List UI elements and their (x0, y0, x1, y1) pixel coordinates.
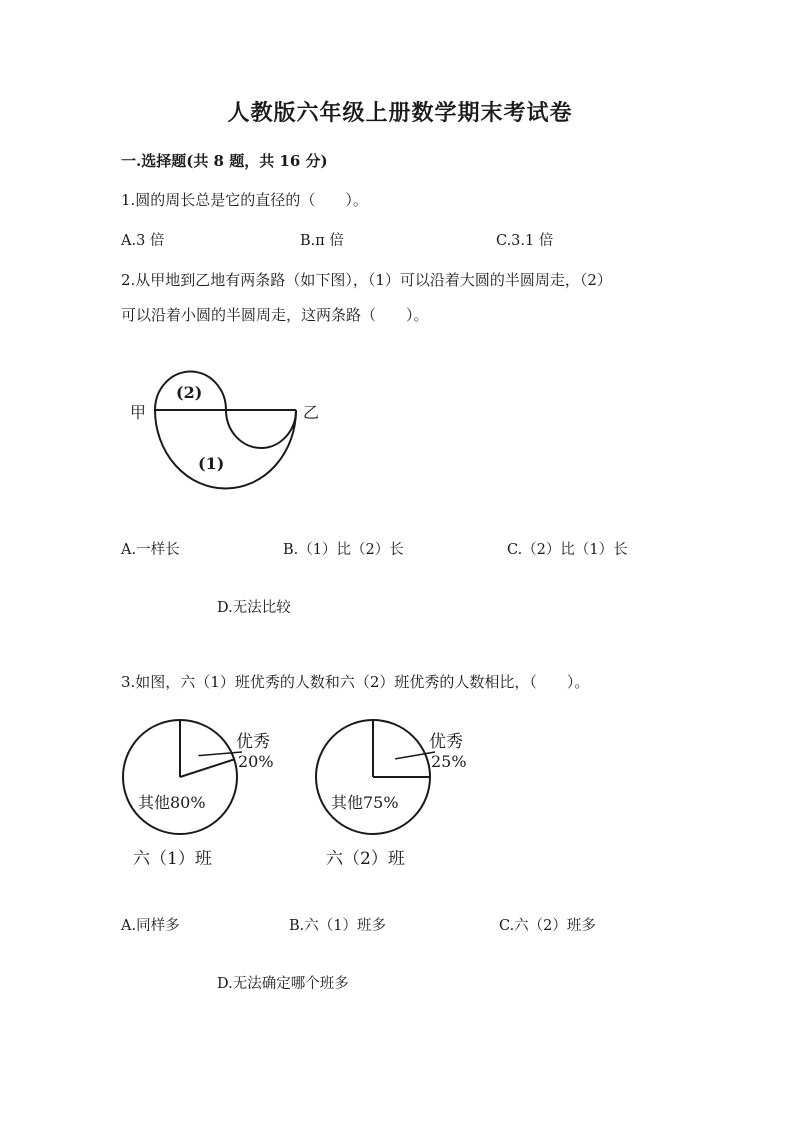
pie-2-slice-value-优秀: 25% (431, 752, 467, 771)
question-2-option-b[interactable]: B.（1）比（2）长 (283, 542, 404, 558)
section-heading: 一.选择题(共 8 题，共 16 分) (121, 152, 328, 170)
question-2-text-line2: 可以沿着小圆的半圆周走，这两条路（ ）。 (121, 306, 429, 324)
pie-2-leader-line (395, 752, 435, 759)
question-2-option-d[interactable]: D.无法比较 (217, 600, 291, 616)
route-1-label: (1) (198, 454, 225, 473)
question-1-text: 1.圆的周长总是它的直径的（ ）。 (121, 191, 368, 209)
pie-1-slice-label-其他: 其他80% (138, 793, 206, 812)
question-1-option-b[interactable]: B.π 倍 (300, 233, 344, 249)
route-2-label: (2) (176, 383, 203, 402)
question-2-text-line1: 2.从甲地到乙地有两条路（如下图），（1）可以沿着大圆的半圆周走，（2） (121, 271, 612, 289)
pie-2-slice-name-优秀: 优秀 (429, 732, 463, 752)
question-3-option-c[interactable]: C.六（2）班多 (499, 918, 596, 934)
question-3-option-a[interactable]: A.同样多 (121, 918, 180, 934)
start-label-jia: 甲 (130, 403, 147, 422)
pie-2-slice-label-其他: 其他75% (331, 793, 399, 812)
question-1-option-c[interactable]: C.3.1 倍 (496, 233, 554, 249)
end-label-yi: 乙 (303, 403, 320, 422)
question-2-option-a[interactable]: A.一样长 (121, 542, 180, 558)
pie-1-slice-value-优秀: 20% (238, 752, 274, 771)
page-title: 人教版六年级上册数学期末考试卷 (227, 100, 573, 126)
question-1-option-a[interactable]: A.3 倍 (121, 233, 165, 249)
question-2-option-c[interactable]: C.（2）比（1）长 (507, 542, 628, 558)
pie-1-slice-boundary-优秀 (180, 759, 234, 777)
pie-1-title: 六（1）班 (133, 849, 212, 869)
question-3-option-d[interactable]: D.无法确定哪个班多 (217, 976, 349, 992)
pie-2-title: 六（2）班 (326, 849, 405, 869)
pie-1-slice-name-优秀: 优秀 (236, 732, 270, 752)
question-3-text: 3.如图，六（1）班优秀的人数和六（2）班优秀的人数相比，（ ）。 (121, 673, 590, 691)
question-3-option-b[interactable]: B.六（1）班多 (289, 918, 386, 934)
pie-1-leader-line (198, 752, 242, 756)
